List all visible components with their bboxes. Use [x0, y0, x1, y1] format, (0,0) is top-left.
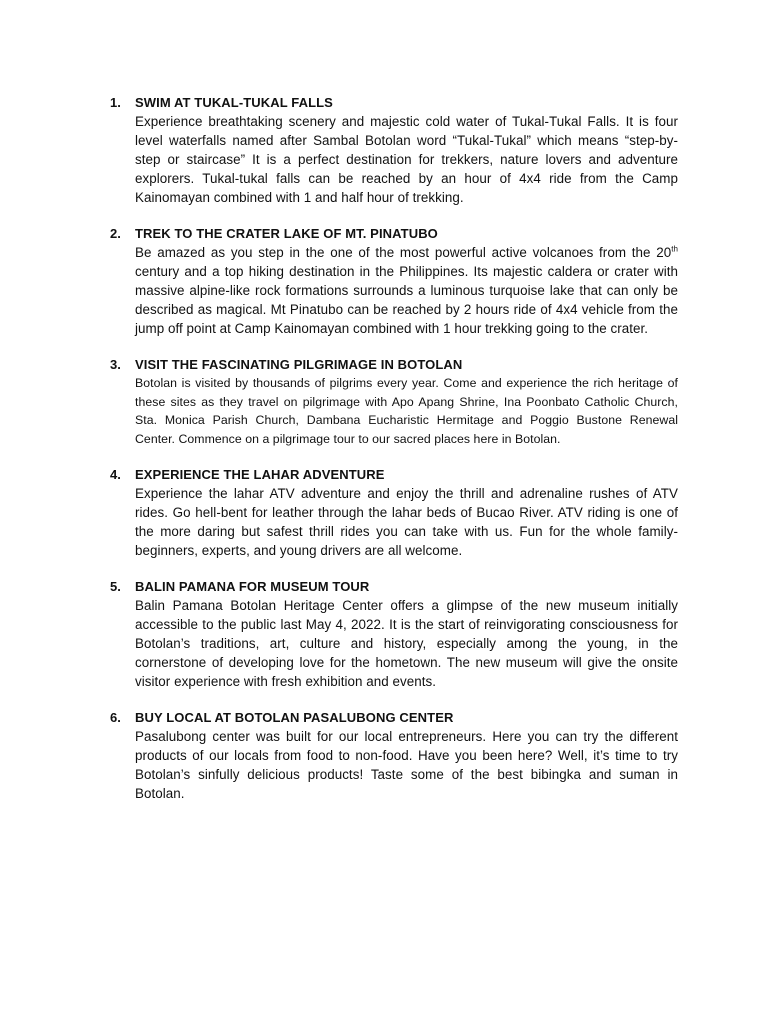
list-item-tukal-tukal-falls [110, 93, 678, 207]
list-item-mt-pinatubo [110, 224, 678, 338]
item-number: 4. [110, 467, 121, 482]
item-number: 3. [110, 357, 121, 372]
list-item-lahar-adventure [110, 465, 678, 560]
item-body: Pasalubong center was built for our local entrepreneurs. Here you can try the different products of our locals from food to non-food. Have you been here? Well, it’s time to try Botolan’s sinfully delicious products! Taste some of the best bibingka and suman in Botolan. [135, 729, 678, 801]
item-heading: EXPERIENCE THE LAHAR ADVENTURE [135, 467, 385, 482]
item-heading: SWIM AT TUKAL-TUKAL FALLS [135, 95, 333, 110]
item-heading: TREK TO THE CRATER LAKE OF MT. PINATUBO [135, 226, 438, 241]
item-body: Balin Pamana Botolan Heritage Center offers a glimpse of the new museum initially accessible to the public last May 4, 2022. It is the start of reinvigorating consciousness for Botolan’s traditions, art, culture and history, especially among the young, in the cornerstone of developing love for the hometown. The new museum will give the onsite visitor experience with fresh exhibition and events. [135, 598, 678, 689]
item-body: Experience breathtaking scenery and majestic cold water of Tukal-Tukal Falls. It is four level waterfalls named after Sambal Botolan word “Tukal-Tukal” which means “step-by-step or staircase” It is a perfect destination for trekkers, nature lovers and adventure explorers. Tukal-tukal falls can be reached by an hour of 4x4 ride from the Camp Kainomayan combined with 1 and half hour of trekking. [135, 114, 678, 205]
attractions-list [110, 93, 678, 820]
item-body: Experience the lahar ATV adventure and enjoy the thrill and adrenaline rushes of ATV rides. Go hell-bent for leather through the lahar beds of Bucao River. ATV riding is one of the more daring but safest thrill rides you can take with us. Fun for the whole family-beginners, experts, and young drivers are all welcome. [135, 486, 678, 558]
list-item-balin-pamana [110, 577, 678, 691]
item-number: 1. [110, 95, 121, 110]
list-item-pilgrimage [110, 355, 678, 448]
item-body-text: century and a top hiking destination in the Philippines. Its majestic caldera or crater with massive alpine-like rock formations surrounds a luminous turquoise lake that can only be described as magical. Mt Pinatubo can be reached by 2 hours ride of 4x4 vehicle from the jump off point at Camp Kainomayan combined with 1 hour trekking going to the crater. [135, 264, 678, 336]
item-body: Botolan is visited by thousands of pilgrims every year. Come and experience the rich heritage of these sites as they travel on pilgrimage with Apo Apang Shrine, Ina Poonbato Catholic Church, Sta. Monica Parish Church, Dambana Eucharistic Hermitage and Poggio Bustone Renewal Center. Commence on a pilgrimage tour to our sacred places here in Botolan. [135, 376, 678, 446]
item-number: 5. [110, 579, 121, 594]
item-heading: BUY LOCAL AT BOTOLAN PASALUBONG CENTER [135, 710, 454, 725]
item-number: 6. [110, 710, 121, 725]
list-item-pasalubong-center [110, 708, 678, 803]
item-heading: BALIN PAMANA FOR MUSEUM TOUR [135, 579, 370, 594]
ordinal-superscript: th [671, 244, 678, 254]
item-body-text: Be amazed as you step in the one of the most powerful active volcanoes from the 20 [135, 245, 672, 260]
item-number: 2. [110, 226, 121, 241]
item-heading: VISIT THE FASCINATING PILGRIMAGE IN BOTOLAN [135, 357, 463, 372]
item-body [135, 243, 678, 338]
